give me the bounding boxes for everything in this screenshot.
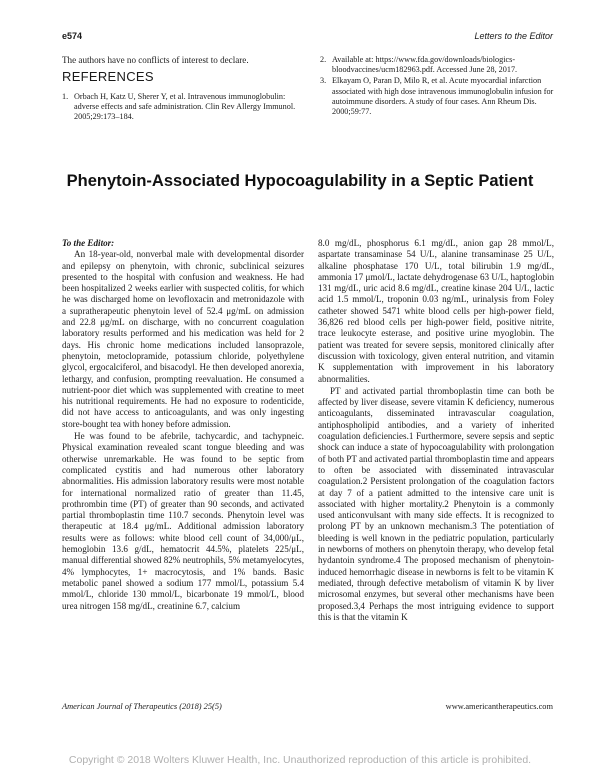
reference-text: Orbach H, Katz U, Sherer Y, et al. Intravenous immunoglobulin: adverse effects and safe administration. Clin Rev Allergy Immunol. 2005;29:173–184. [74, 91, 296, 121]
body-paragraph: PT and activated partial thromboplastin time can both be affected by liver disease, severe vitamin K deficiency, numerous anticoagulants, disseminated intravascular coagulation, antiphospholipid antibodies, and a variety of inherited coagulation deficiencies.1 Furthermore, severe sepsis and septic shock can induce a state of hypocoagulability with prolongation of both PT and activated partial thromboplastin time and appears to often be associated with disseminated intravascular coagulation.2 Persistent prolongation of the coagulation factors at day 7 of a patient admitted to the intensive care unit is associated with higher mortality.2 Phenytoin is a commonly used anticonvulsant with many side effects. It is recognized to prolong PT by an unknown mechanism.3 The potentiation of bleeding is well known in the pediatric population, particularly in newborns of mothers on phenytoin therapy, who develop fetal hydantoin syndrome.4 The proposed mechanism of phenytoin-induced hemorrhagic disease in newborns is felt to be vitamin K mediated, through defective metabolism of vitamin K by liver microsomal enzymes, but several other mechanisms have been proposed.3,4 Perhaps the most intriguing evidence to support this is that the vitamin K [318, 385, 554, 622]
copyright-notice: Copyright © 2018 Wolters Kluwer Health, Inc. Unauthorized reproduction of this article is prohibited. [68, 754, 532, 766]
body-paragraph: An 18-year-old, nonverbal male with developmental disorder and epilepsy on phenytoin, with chronic, subclinical seizures presented to the hospital with confusion and weakness. He had been hospitalized 2 weeks earlier with suspected colitis, for which he was discharged home on levofloxacin and metronidazole with a supratherapeutic phenytoin level of 52.4 μg/mL on admission and 22.8 μg/mL on discharge, with no concurrent coagulation laboratory results performed and his medication was held for 2 days. His chronic home medications included lansoprazole, phenytoin, metoclopramide, potassium chloride, polyethylene glycol, ergocalciferol, and bisacodyl. He then developed anorexia, lethargy, and confusion, prompting reevaluation. He consumed a nutrient-poor diet which was supplemented with creatine to meet his nutritional requirements. He had no exposure to rodenticide, did not have access to anticoagulants, and was only ingesting store-bought tea with honey before admission. [62, 249, 304, 429]
reference-number: 3. [320, 76, 327, 86]
top-right-column [320, 55, 554, 118]
reference-item [320, 76, 554, 117]
section-label: Letters to the Editor [474, 31, 553, 41]
conflict-statement: The authors have no conflicts of interest to declare. [62, 55, 249, 65]
body-paragraph: He was found to be afebrile, tachycardic, and tachypneic. Physical examination revealed scant tongue bleeding and was otherwise unremarkable. He was found to be septic from complicated cystitis and had numerous other laboratory abnormalities. His admission laboratory results were most notable for international normalized ratio of greater than 11.45, prothrombin time (PT) of greater than 90 seconds, and activated partial thromboplastin time 110.7 seconds. Phenytoin level was therapeutic at 18.4 μg/mL. Additional admission laboratory results were as follows: white blood cell count of 34,000/μL, hemoglobin 13.6 g/dL, hematocrit 44.5%, platelets 225/μL, manual differential showed 82% neutrophils, 5% metamyelocytes, 4% lymphocytes, 1+ macrocytosis, and 1% bands. Basic metabolic panel showed a sodium 177 mmol/L, potassium 5.4 mmol/L, chloride 130 mmol/L, bicarbonate 19 mmol/L, blood urea nitrogen 158 mg/dL, creatinine 6.7, calcium [62, 431, 304, 611]
page-number: e574 [62, 31, 83, 41]
reference-text: Elkayam O, Paran D, Milo R, et al. Acute myocardial infarction associated with high dose intravenous immunoglobulin infusion for autoimmune disorders. A study of four cases. Ann Rheum Dis. 2000;59:77. [332, 76, 554, 117]
body-paragraph: 8.0 mg/dL, phosphorus 6.1 mg/dL, anion gap 28 mmol/L, aspartate transaminase 54 U/L, alanine transaminase 25 U/L, alkaline phosphatase 170 U/L, total bilirubin 1.9 mg/dL, ammonia 17 μmol/L, lactate dehydrogenase 63 U/L, haptoglobin 131 mg/dL, uric acid 8.6 mg/dL, creatine kinase 204 U/L, lactic acid 1.5 mmol/L, troponin 0.03 ng/mL, urinalysis from Foley catheter showed 5471 white blood cells per high-power field, 36,826 red blood cells per high-power field, positive nitrite, trace leukocyte esterase, and positive urine myoglobin. The patient was treated for severe sepsis, monitored clinically after discussion with toxicology, given enteral nutrition, and vitamin K supplementation with improvement in his laboratory abnormalities. [318, 238, 554, 384]
salutation: To the Editor: [62, 238, 115, 248]
reference-number: 1. [62, 91, 69, 101]
body-right-column [318, 238, 554, 624]
top-left-column [62, 55, 304, 123]
references-heading: REFERENCES [62, 69, 154, 85]
body-left-column [62, 238, 304, 613]
reference-text[interactable]: Available at: https://www.fda.gov/downloads/biologics-bloodvaccines/ucm182963.pdf. Accessed June 28, 2017. [332, 55, 518, 75]
reference-number: 2. [320, 55, 327, 64]
article-title: Phenytoin-Associated Hypocoagulability in a Septic Patient [66, 172, 534, 190]
reference-item [62, 92, 304, 123]
journal-website[interactable]: www.americantherapeutics.com [445, 702, 553, 711]
journal-citation: American Journal of Therapeutics (2018) 25(5) [62, 702, 222, 711]
reference-item [320, 55, 554, 75]
